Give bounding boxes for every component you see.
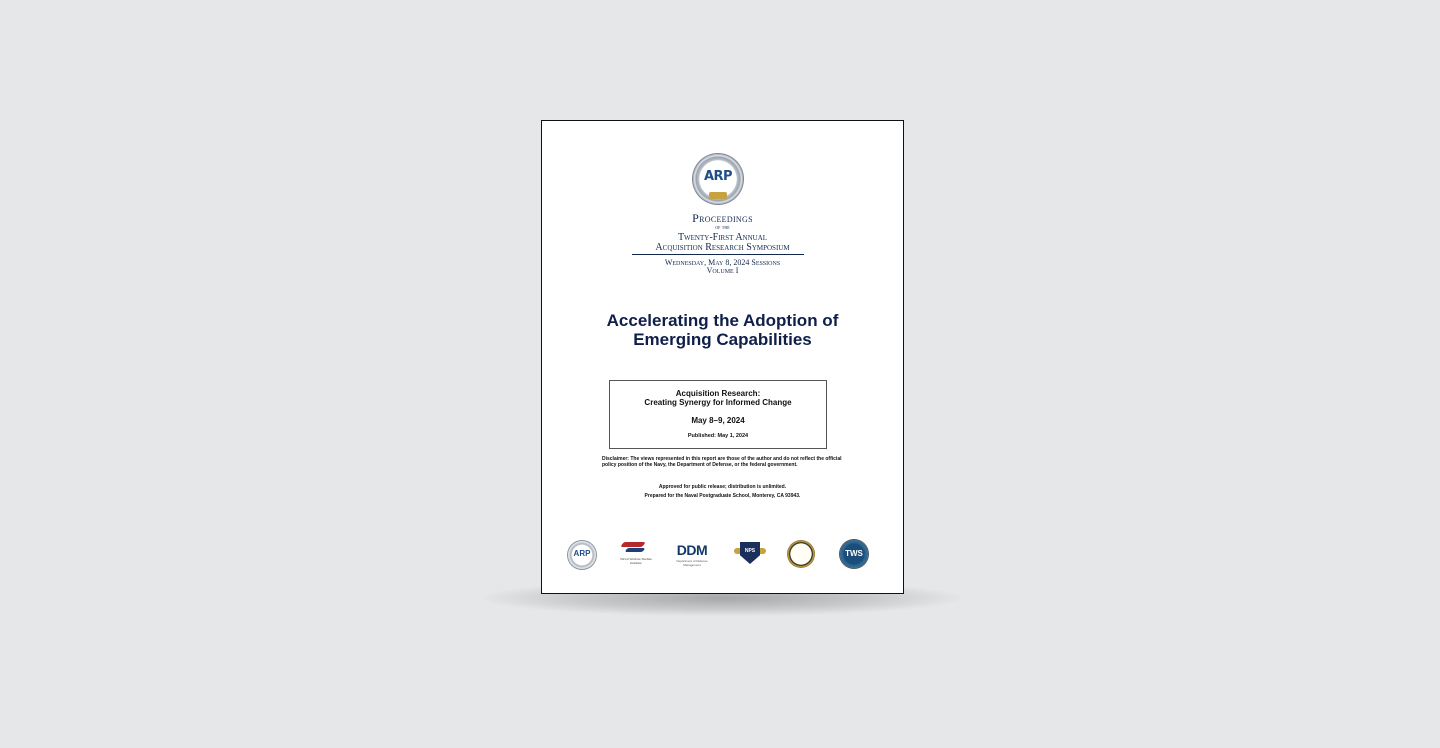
- tws-logo: [840, 540, 868, 568]
- document-title: [562, 311, 883, 349]
- box-line-2: Creating Synergy for Informed Change: [644, 398, 792, 407]
- nps-shield-logo: [734, 542, 766, 568]
- proceedings-of-the: of the: [715, 225, 730, 231]
- proceedings-symposium: Acquisition Research Symposium: [655, 242, 790, 253]
- ddm-subtext: Department of Defense Management: [676, 559, 708, 567]
- box-dates: May 8–9, 2024: [691, 416, 745, 425]
- seal-ribbon: [709, 192, 727, 199]
- arp-logo: [568, 541, 596, 569]
- symposium-info-box: [609, 380, 827, 449]
- seal-text: ARP: [703, 169, 733, 184]
- prepared-text: Prepared for the Naval Postgraduate School, Monterey, CA 93943.: [644, 493, 801, 499]
- document-cover-page: [541, 120, 904, 594]
- proceedings-volume: Volume I: [706, 266, 739, 275]
- swoosh-blue-icon: [625, 548, 646, 552]
- swoosh-red-icon: [620, 542, 646, 547]
- proceedings-annual: Twenty-First Annual: [677, 232, 768, 243]
- ddm-text: DDM: [676, 542, 708, 558]
- arp-seal-logo: [693, 154, 743, 204]
- box-published: Published: May 1, 2024: [687, 433, 749, 439]
- ddm-logo: [670, 539, 714, 569]
- nwsi-text: Naval Warfare Studies Institute: [620, 557, 652, 565]
- naval-warfare-studies-logo: [616, 539, 656, 569]
- arp-logo-text: ARP: [573, 549, 591, 558]
- box-line-1: Acquisition Research:: [675, 389, 761, 398]
- proceedings-sessions: Wednesday, May 8, 2024 Sessions: [664, 258, 781, 267]
- title-line-1: Accelerating the Adoption of: [606, 311, 839, 330]
- heading-divider: [632, 254, 804, 255]
- shield-text: NPS: [744, 548, 756, 554]
- title-line-2: Emerging Capabilities: [633, 330, 812, 349]
- approved-text: Approved for public release; distribution is unlimited.: [658, 484, 787, 490]
- gold-seal-logo: [787, 540, 815, 568]
- sponsor-logos: [568, 539, 874, 573]
- disclaimer-text: Disclaimer: The views represented in this report are those of the author and do not reflect the official policy position of the Navy, the Department of Defense, or the federal government.: [602, 456, 842, 468]
- proceedings-heading: Proceedings: [692, 211, 753, 225]
- tws-text: TWS: [845, 549, 863, 558]
